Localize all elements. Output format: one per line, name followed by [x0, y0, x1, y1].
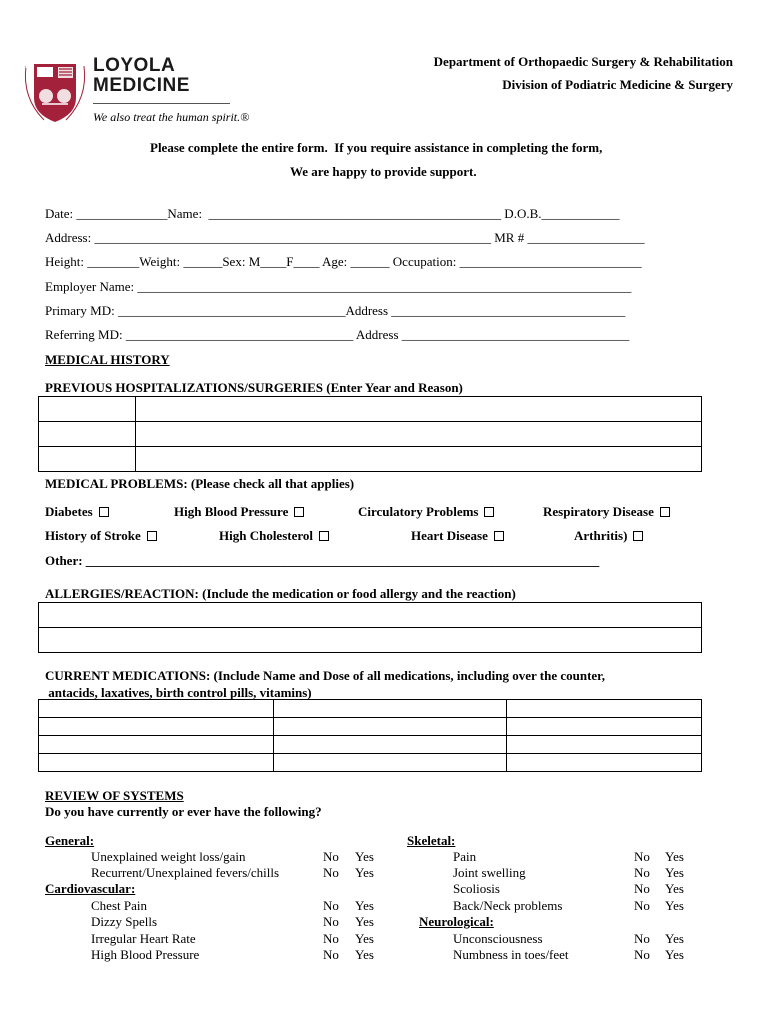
seal-year: 1870: [21, 64, 33, 70]
no-option[interactable]: No: [634, 947, 650, 962]
ros-item-unconsciousness: Unconsciousness: [453, 931, 543, 946]
yes-option[interactable]: Yes: [355, 914, 374, 929]
intro-line-2: We are happy to provide support.: [290, 164, 477, 179]
problem-respiratory[interactable]: [543, 504, 670, 520]
no-option[interactable]: No: [323, 898, 339, 913]
table-cell[interactable]: [39, 754, 274, 772]
ros-skeletal-heading: Skeletal:: [407, 833, 456, 848]
referring-md-line[interactable]: Referring MD: ___________________________________ Address ___________________________________: [45, 327, 630, 342]
table-cell[interactable]: [136, 397, 702, 422]
problem-label: Heart Disease: [411, 528, 488, 543]
medical-history-heading: MEDICAL HISTORY: [45, 352, 170, 367]
ros-neuro-heading: Neurological:: [419, 914, 494, 929]
address-mr-line[interactable]: Address: _____________________________________________________________ MR # __________________: [45, 230, 645, 245]
yes-option[interactable]: Yes: [665, 849, 684, 864]
checkbox[interactable]: [319, 531, 329, 541]
checkbox[interactable]: [494, 531, 504, 541]
department-title: Department of Orthopaedic Surgery & Rehabilitation: [433, 54, 733, 69]
employer-line[interactable]: Employer Name: ____________________________________________________________________________: [45, 279, 632, 294]
allergies-heading: ALLERGIES/REACTION: (Include the medication or food allergy and the reaction): [45, 586, 516, 601]
table-cell[interactable]: [39, 700, 274, 718]
problem-label: Respiratory Disease: [543, 504, 654, 519]
no-option[interactable]: No: [323, 931, 339, 946]
table-cell[interactable]: [274, 718, 507, 736]
ros-item-joint-swelling: Joint swelling: [453, 865, 526, 880]
primary-md-line[interactable]: Primary MD: ___________________________________Address ____________________________________: [45, 303, 626, 318]
checkbox[interactable]: [294, 507, 304, 517]
table-cell[interactable]: [507, 700, 702, 718]
ros-heading: REVIEW OF SYSTEMS: [45, 788, 184, 803]
ros-item-fevers: Recurrent/Unexplained fevers/chills: [91, 865, 280, 880]
medications-table: [38, 699, 702, 772]
yes-option[interactable]: Yes: [355, 931, 374, 946]
logo-divider: [93, 103, 230, 104]
division-title: Division of Podiatric Medicine & Surgery: [502, 77, 733, 92]
ros-question: Do you have currently or ever have the following?: [45, 804, 322, 819]
yes-option[interactable]: Yes: [665, 881, 684, 896]
date-name-dob-line[interactable]: Date: ______________Name: _____________________________________________ D.O.B.____________: [45, 206, 620, 221]
problem-label: Diabetes: [45, 504, 93, 519]
table-cell[interactable]: [136, 422, 702, 447]
table-cell[interactable]: [274, 754, 507, 772]
medications-heading-2: antacids, laxatives, birth control pills, vitamins): [45, 685, 312, 700]
no-option[interactable]: No: [634, 881, 650, 896]
table-cell[interactable]: [39, 628, 702, 653]
problem-label: Circulatory Problems: [358, 504, 479, 519]
yes-option[interactable]: Yes: [665, 898, 684, 913]
yes-option[interactable]: Yes: [355, 865, 374, 880]
yes-option[interactable]: Yes: [355, 898, 374, 913]
problem-arthritis[interactable]: [574, 528, 643, 544]
no-option[interactable]: No: [323, 865, 339, 880]
ros-item-pain: Pain: [453, 849, 477, 864]
table-cell[interactable]: [274, 700, 507, 718]
yes-option[interactable]: Yes: [355, 947, 374, 962]
problem-stroke[interactable]: [45, 528, 157, 544]
problem-label: Arthritis): [574, 528, 628, 543]
no-option[interactable]: No: [634, 931, 650, 946]
checkbox[interactable]: [660, 507, 670, 517]
height-weight-sex-age-line[interactable]: Height: ________Weight: ______Sex: M____F____ Age: ______ Occupation: ____________________________: [45, 254, 642, 269]
table-cell[interactable]: [136, 447, 702, 472]
yes-option[interactable]: Yes: [665, 931, 684, 946]
table-cell[interactable]: [39, 397, 136, 422]
logo-name-line1: LOYOLA: [93, 55, 176, 76]
checkbox[interactable]: [633, 531, 643, 541]
logo-name-line2: MEDICINE: [93, 75, 190, 96]
logo-tagline: We also treat the human spirit.®: [93, 110, 250, 124]
problem-diabetes[interactable]: [45, 504, 109, 520]
checkbox[interactable]: [147, 531, 157, 541]
no-option[interactable]: No: [323, 914, 339, 929]
problem-label: High Blood Pressure: [174, 504, 289, 519]
table-cell[interactable]: [507, 754, 702, 772]
ros-item-dizzy: Dizzy Spells: [91, 914, 158, 929]
ros-cardio-heading: Cardiovascular:: [45, 881, 136, 896]
intro-line-1: Please complete the entire form. If you require assistance in completing the form,: [150, 140, 603, 155]
ros-item-chest-pain: Chest Pain: [91, 898, 147, 913]
table-cell[interactable]: [507, 736, 702, 754]
problem-label: History of Stroke: [45, 528, 141, 543]
ros-item-hbp: High Blood Pressure: [91, 947, 200, 962]
checkbox[interactable]: [99, 507, 109, 517]
table-cell[interactable]: [39, 603, 702, 628]
problem-label: High Cholesterol: [219, 528, 314, 543]
problem-cholesterol[interactable]: [219, 528, 329, 544]
logo-wordmark: [93, 56, 190, 96]
ros-item-weight-loss: Unexplained weight loss/gain: [91, 849, 246, 864]
table-cell[interactable]: [39, 422, 136, 447]
table-cell[interactable]: [507, 718, 702, 736]
yes-option[interactable]: Yes: [665, 947, 684, 962]
table-cell[interactable]: [39, 447, 136, 472]
yes-option[interactable]: Yes: [355, 849, 374, 864]
no-option[interactable]: No: [634, 849, 650, 864]
yes-option[interactable]: Yes: [665, 865, 684, 880]
medications-heading-1: CURRENT MEDICATIONS: (Include Name and Dose of all medications, including over the counter,: [45, 668, 605, 683]
ros-general-heading: General:: [45, 833, 95, 848]
ros-item-heart-rate: Irregular Heart Rate: [91, 931, 196, 946]
hospitalizations-heading: PREVIOUS HOSPITALIZATIONS/SURGERIES (Enter Year and Reason): [45, 380, 463, 395]
problem-circulatory[interactable]: [358, 504, 494, 520]
problem-heart-disease[interactable]: [411, 528, 504, 544]
table-cell[interactable]: [274, 736, 507, 754]
table-cell[interactable]: [39, 718, 274, 736]
medical-problems-heading: MEDICAL PROBLEMS: (Please check all that applies): [45, 476, 355, 491]
ros-item-scoliosis: Scoliosis: [453, 881, 500, 896]
no-option[interactable]: No: [323, 849, 339, 864]
checkbox[interactable]: [484, 507, 494, 517]
hospitalizations-table: [38, 396, 702, 472]
problem-high-blood-pressure[interactable]: [174, 504, 304, 520]
table-cell[interactable]: [39, 736, 274, 754]
ros-item-back-neck: Back/Neck problems: [453, 898, 563, 913]
allergies-table: [38, 602, 702, 653]
no-option[interactable]: No: [634, 898, 650, 913]
no-option[interactable]: No: [634, 865, 650, 880]
other-line[interactable]: Other: _______________________________________________________________________________: [45, 553, 600, 568]
no-option[interactable]: No: [323, 947, 339, 962]
ros-item-numbness: Numbness in toes/feet: [453, 947, 569, 962]
